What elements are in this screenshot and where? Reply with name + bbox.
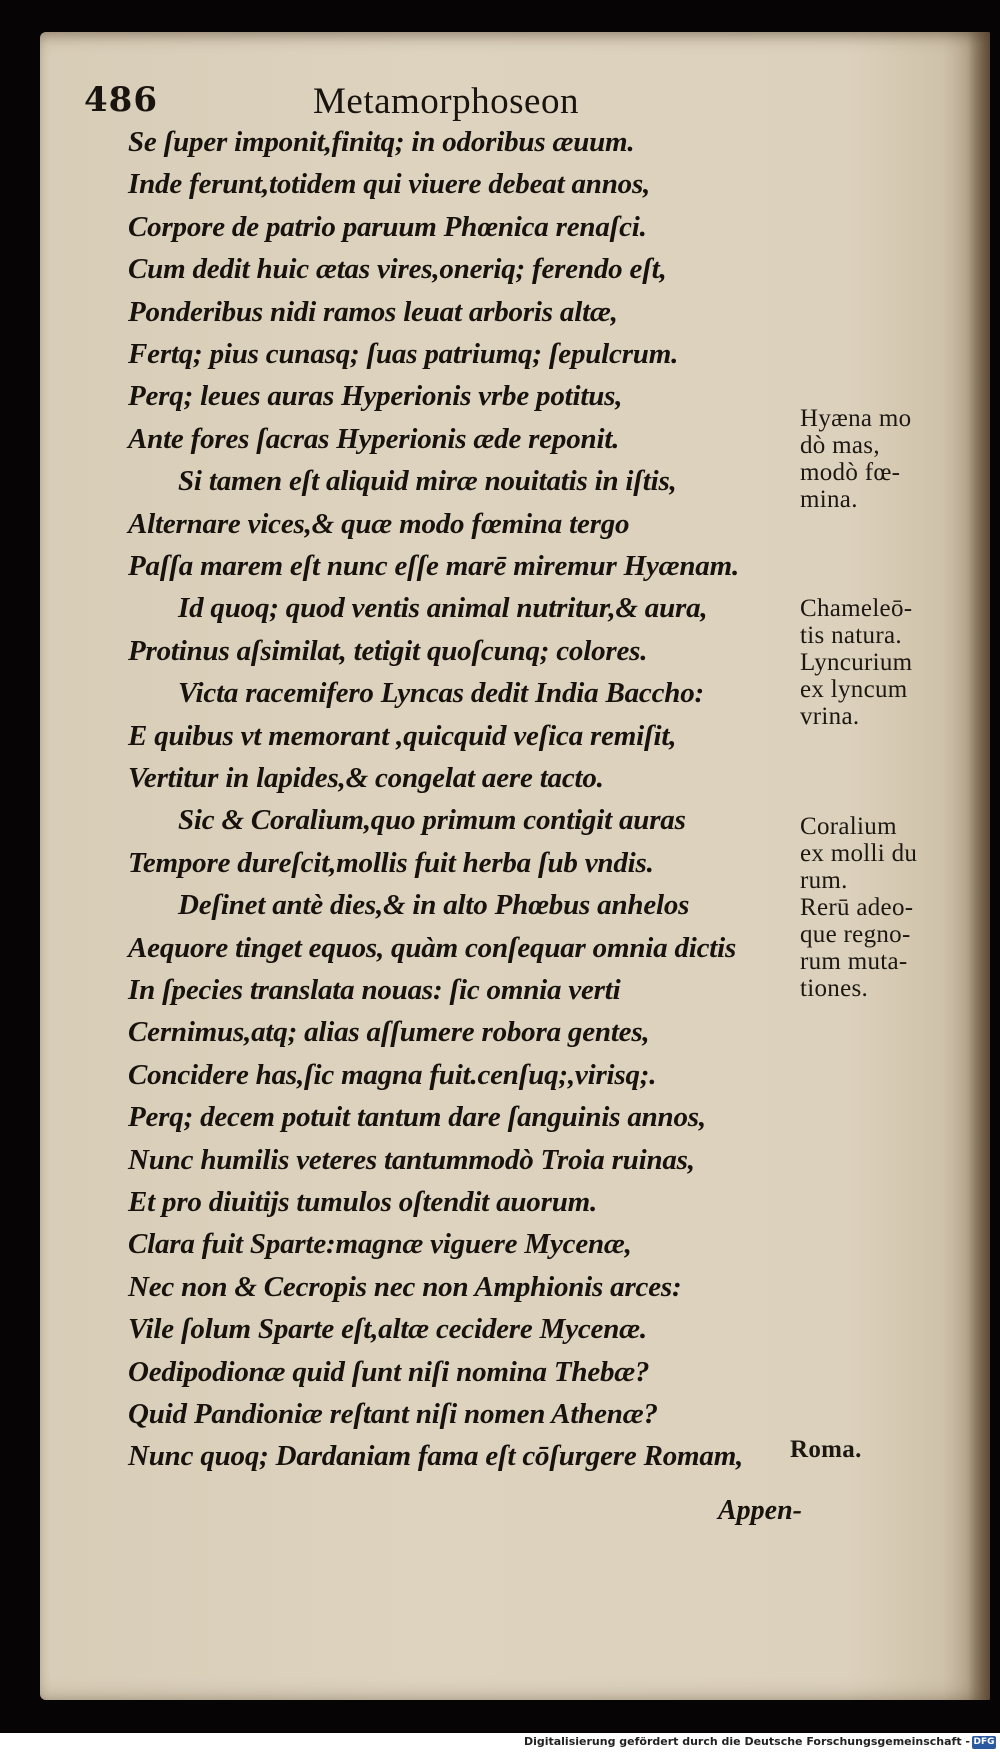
marginal-note: Roma.: [790, 1436, 862, 1463]
verse-line: Corpore de patrio paruum Phœnica renaſci.: [128, 210, 647, 243]
verse-line: Cum dedit huic ætas vires,oneriq; ferendo eſt,: [128, 253, 667, 286]
marginal-note: mina.: [800, 486, 858, 513]
verse-line: Alternare vices,& quæ modo fœmina tergo: [128, 507, 630, 540]
verse-line: Cernimus,atq; alias aſſumere robora gentes,: [128, 1016, 650, 1049]
verse-line: Et pro diuitijs tumulos oſtendit auorum.: [128, 1186, 598, 1218]
verse-line: Ponderibus nidi ramos leuat arboris altæ,: [128, 295, 618, 328]
verse-line: Inde ferunt,totidem qui viuere debeat annos,: [128, 168, 651, 201]
marginal-note: dò mas,: [800, 432, 880, 459]
verse-line: Tempore dureſcit,mollis fuit herba ſub vndis.: [128, 846, 654, 879]
verse-line: Se ſuper imponit,finitq; in odoribus æuum.: [128, 126, 635, 158]
verse-line: Clara fuit Sparte:magnæ viguere Mycenæ,: [128, 1228, 632, 1261]
verse-line: E quibus vt memorant ,quicquid veſica remiſit,: [128, 719, 677, 752]
verse-line: Perq; decem potuit tantum dare ſanguinis annos,: [128, 1101, 706, 1134]
verse-line: Victa racemifero Lyncas dedit India Baccho:: [178, 677, 704, 710]
verse-line: Fertq; pius cunasq; ſuas patriumq; ſepulcrum.: [128, 338, 679, 370]
marginal-note: ex lyncum: [800, 676, 908, 703]
verse-line: Nunc humilis veteres tantummodò Troia ruinas,: [128, 1143, 695, 1176]
verse-line: In ſpecies translata nouas: ſic omnia verti: [128, 974, 621, 1006]
marginal-note: Hyæna mo: [800, 405, 912, 432]
marginal-note: tis natura.: [800, 622, 902, 649]
marginal-note: vrina.: [800, 703, 860, 730]
page-number: 486: [84, 80, 158, 120]
marginal-note: ex molli du: [800, 840, 918, 867]
verse-line: Id quoq; quod ventis animal nutritur,& aura,: [178, 592, 708, 625]
verse-line: Si tamen eſt aliquid miræ nouitatis in iſtis,: [178, 465, 677, 498]
verse-line: Perq; leues auras Hyperionis vrbe potitus,: [128, 380, 623, 413]
verse-line: Vertitur in lapides,& congelat aere tacto.: [128, 762, 604, 794]
verse-line: Aequore tinget equos, quàm conſequar omnia dictis: [128, 931, 737, 964]
catchword: Appen-: [718, 1495, 802, 1526]
verse-line: Nec non & Cecropis nec non Amphionis arces:: [128, 1270, 682, 1303]
marginal-note: tiones.: [800, 975, 869, 1002]
verse-line: Ante fores ſacras Hyperionis æde reponit.: [128, 422, 620, 455]
verse-line: Nunc quoq; Dardaniam fama eſt cōſurgere Romam,: [128, 1440, 744, 1473]
marginal-note: Lyncurium: [800, 649, 913, 676]
marginal-note: Rerū adeo-: [800, 894, 914, 921]
marginal-note: rum.: [800, 867, 848, 894]
digitization-credit: Digitalisierung gefördert durch die Deutsche Forschungsgemeinschaft -: [523, 1735, 970, 1748]
verse-line: Deſinet antè dies,& in alto Phœbus anhelos: [178, 889, 690, 922]
verse-line: Sic & Coralium,quo primum contigit auras: [178, 804, 686, 837]
verse-line: Quid Pandioniæ reſtant niſi nomen Athenæ?: [128, 1398, 658, 1430]
verse-line: Concidere has,ſic magna fuit.cenſuq;,virisq;.: [128, 1058, 657, 1091]
marginal-note: rum muta-: [800, 948, 908, 975]
marginal-note: modò fœ-: [800, 459, 901, 486]
marginal-note: que regno-: [800, 921, 911, 948]
dfg-logo: DFG: [973, 1737, 995, 1747]
verse-line: Protinus aſsimilat, tetigit quoſcunq; colores.: [128, 634, 648, 667]
verse-line: Oedipodionæ quid ſunt niſi nomina Thebæ?: [128, 1355, 650, 1388]
marginal-note: Chameleō-: [800, 595, 913, 622]
verse-line: Vile ſolum Sparte eſt,altæ cecidere Mycenæ.: [128, 1313, 647, 1346]
verse-line: Paſſa marem eſt nunc eſſe marē miremur Hyænam.: [128, 550, 740, 582]
running-title: Metamorphoseon: [313, 81, 579, 122]
marginal-note: Coralium: [800, 813, 897, 840]
